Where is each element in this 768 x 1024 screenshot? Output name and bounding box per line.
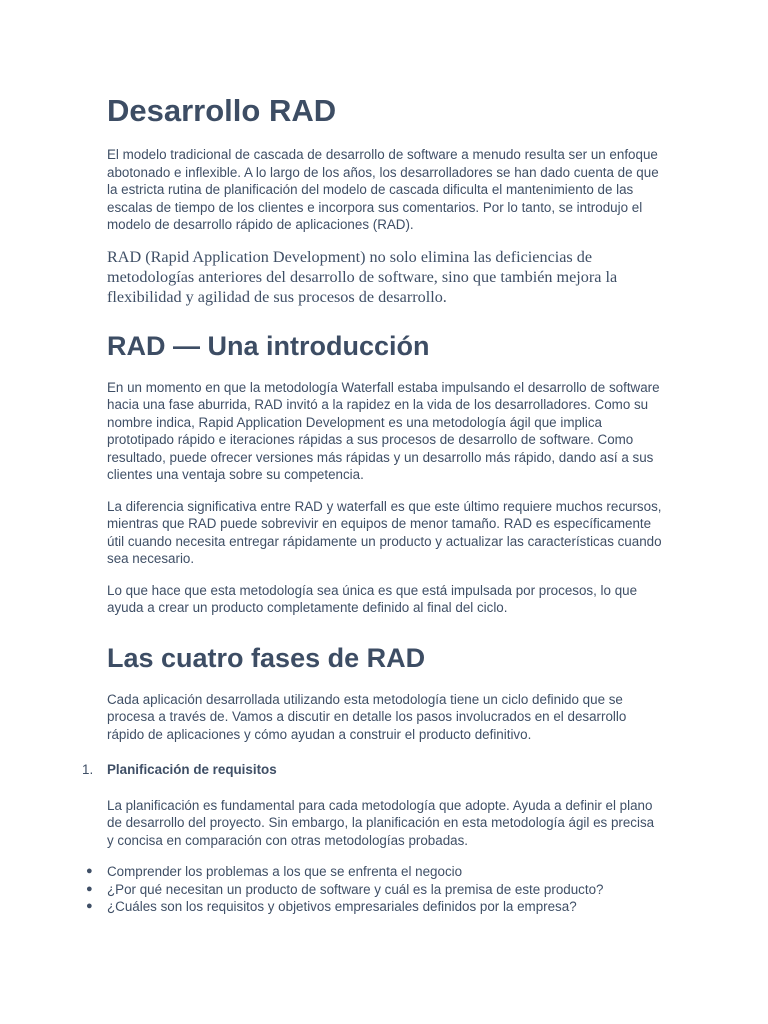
- page-title: Desarrollo RAD: [107, 93, 337, 128]
- numbered-item-title: Planificación de requisitos: [107, 762, 277, 777]
- list-number: 1.: [82, 762, 94, 777]
- section1-paragraph-2: La diferencia significativa entre RAD y waterfall es que este último requiere muchos recursos, mientras que RAD puede sobrevivir en equipos de menor tamaño. RAD es específicamente útil cuando necesita entregar rápidamente un producto y actualizar las características cuando sea necesario.: [107, 498, 662, 566]
- bullet-icon: ●: [86, 900, 93, 912]
- bullet-list: [86, 863, 662, 916]
- bullet-icon: ●: [86, 865, 93, 877]
- section1-paragraph-1: En un momento en que la metodología Waterfall estaba impulsando el desarrollo de software hacia una fase aburrida, RAD invitó a la rapidez en la vida de los desarrolladores. Como su nombre indica, Rapid Application Development es una metodología ágil que implica prototipado rápido e iteraciones rápidas a sus procesos de desarrollo de software. Como resultado, puede ofrecer versiones más rápidas y un desarrollo más rápido, dando así a sus clientes una ventaja sobre su competencia.: [107, 379, 660, 482]
- intro-serif-paragraph: RAD (Rapid Application Development) no solo elimina las deficiencias de metodologías anteriores del desarrollo de software, sino que también mejora la flexibilidad y agilidad de sus procesos de desarrollo.: [107, 247, 618, 306]
- list-item: ● ¿Cuáles son los requisitos y objetivos empresariales definidos por la empresa?: [86, 899, 577, 914]
- list-item: ● ¿Por qué necesitan un producto de software y cuál es la premisa de este producto?: [86, 881, 604, 897]
- planning-paragraph: La planificación es fundamental para cada metodología que adopte. Ayuda a definir el plano de desarrollo del proyecto. Sin embargo, la planificación en esta metodología ágil es precisa y concisa en comparación con otras metodologías probadas.: [107, 797, 655, 848]
- document-page: [82, 90, 662, 916]
- section2-paragraph-1: Cada aplicación desarrollada utilizando esta metodología tiene un ciclo definido que se procesa a través de. Vamos a discutir en detalle los pasos involucrados en el desarrollo rápido de aplicaciones y cómo ayudan a construir el producto definitivo.: [107, 691, 627, 742]
- list-item: ● Comprender los problemas a los que se enfrenta el negocio: [86, 864, 463, 879]
- section-heading-phases: Las cuatro fases de RAD: [107, 642, 426, 673]
- intro-paragraph: El modelo tradicional de cascada de desarrollo de software a menudo resulta ser un enfoque abotonado e inflexible. A lo largo de los años, los desarrolladores se han dado cuenta de que la estricta rutina de planificación del modelo de cascada dificulta el mantenimiento de las escalas de tiempo de los clientes e incorpora sus comentarios. Por lo tanto, se introdujo el modelo de desarrollo rápido de aplicaciones (RAD).: [107, 147, 659, 232]
- section1-paragraph-3: Lo que hace que esta metodología sea única es que está impulsada por procesos, lo que ayuda a crear un producto completamente definido al final del ciclo.: [107, 582, 638, 615]
- bullet-icon: ●: [86, 882, 93, 895]
- numbered-item-1: [82, 761, 662, 779]
- section-heading-introduction: RAD — Una introducción: [107, 330, 430, 361]
